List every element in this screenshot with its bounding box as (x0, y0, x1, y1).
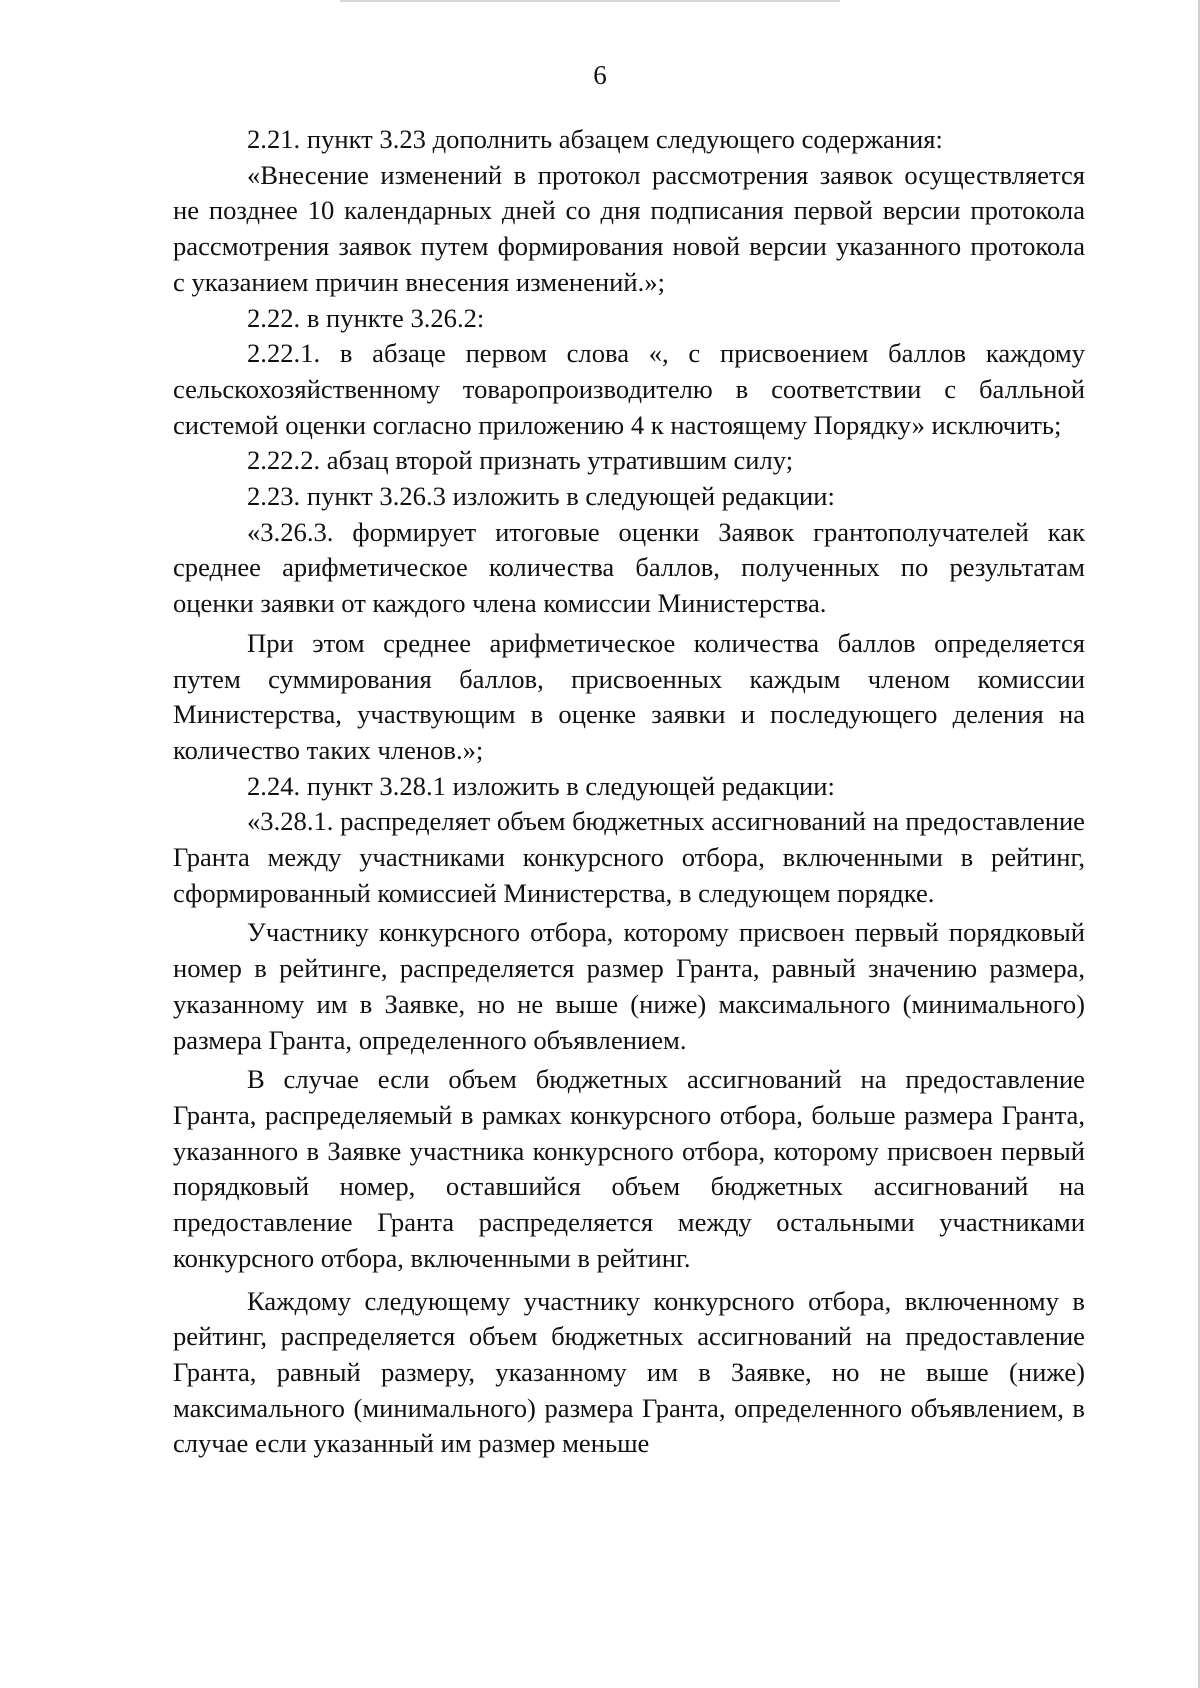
scan-edge-top (340, 0, 840, 2)
paragraph-2-22-1: 2.22.1. в абзаце первом слова «, с присвоением баллов каждому сельскохозяйственному товаропроизводителю в соответствии с балльной системой оценки согласно приложению 4 к настоящему Порядку» исключить; (173, 338, 1085, 440)
paragraph-each-next-participant: Каждому следующему участнику конкурсного отбора, включенному в рейтинг, распределяется объем бюджетных ассигнований на предоставление Гранта, равный размеру, указанному им в Заявке, но не выше (ниже) максимального (минимального) размера Гранта, определенного объявлением, в случае если указанный им размер меньше (173, 1285, 1085, 1459)
paragraph-2-23: 2.23. пункт 3.26.3 изложить в следующей редакции: (247, 481, 835, 512)
paragraph-2-22: 2.22. в пункте 3.26.2: (247, 302, 485, 333)
paragraph-quote-3-26-3: «3.26.3. формирует итоговые оценки Заявок грантополучателей как среднее арифметическое количества баллов, полученных по результатам оценки заявки от каждого члена комиссии Министерства. (173, 516, 1085, 619)
paragraph-first-participant: Участнику конкурсного отбора, которому присвоен первый порядковый номер в рейтинге, распределяется размер Гранта, равный значению размера, указанному им в Заявке, но не выше (ниже) максимального (минимального) размера Гранта, определенного объявлением. (173, 917, 1085, 1055)
paragraph-2-22-2: 2.22.2. абзац второй признать утратившим силу; (247, 445, 794, 476)
paragraph-remaining-allocation: В случае если объем бюджетных ассигнований на предоставление Гранта, распределяемый в рамках конкурсного отбора, больше размера Гранта, указанного в Заявке участника конкурсного отбора, которому присвоен первый порядковый номер, оставшийся объем бюджетных ассигнований на предоставление Гранта распределяется между остальными участниками конкурсного отбора, включенными в рейтинг. (173, 1064, 1085, 1273)
page-number: 6 (593, 60, 607, 90)
paragraph-quote-3-28-1: «3.28.1. распределяет объем бюджетных ассигнований на предоставление Гранта между участниками конкурсного отбора, включенными в рейтинг, сформированный комиссией Министерства, в следующем порядке. (173, 806, 1085, 908)
paragraph-2-24: 2.24. пункт 3.28.1 изложить в следующей редакции: (247, 770, 835, 801)
paragraph-2-21: 2.21. пункт 3.23 дополнить абзацем следующего содержания: (247, 124, 943, 154)
paragraph-quote-3-23: «Внесение изменений в протокол рассмотрения заявок осуществляется не позднее 10 календарных дней со дня подписания первой версии протокола рассмотрения заявок путем формирования новой версии указанного протокола с указанием причин внесения изменений.»; (173, 159, 1085, 297)
document-body (173, 122, 1085, 1462)
paragraph-average-definition: При этом среднее арифметическое количества баллов определяется путем суммирования баллов, присвоенных каждым членом комиссии Министерства, участвующим в оценке заявки и последующего деления на количество таких членов.»; (173, 627, 1085, 765)
